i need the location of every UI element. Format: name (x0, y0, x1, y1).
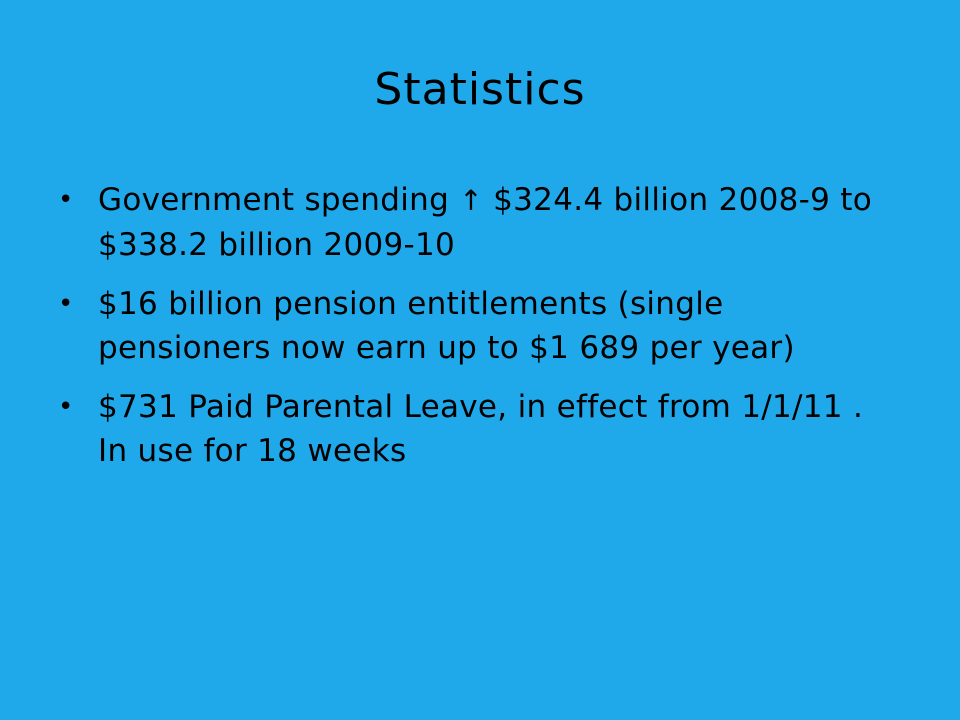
bullet-text-part: $324.4 billion 2008-9 to $338.2 billion 2009-10 (98, 182, 873, 263)
bullet-text: $731 Paid Parental Leave, in effect from 1/1/11 . In use for 18 weeks (98, 389, 864, 469)
bullet-list (58, 178, 878, 488)
bullet-item (58, 282, 878, 370)
up-arrow-icon: ↑ (459, 184, 483, 217)
slide-title: Statistics (374, 64, 586, 115)
bullet-icon: • (58, 289, 74, 319)
bullet-text-part: Government spending (98, 182, 460, 218)
bullet-text: $16 billion pension entitlements (single pensioners now earn up to $1 689 per year) (98, 286, 795, 366)
bullet-icon: • (58, 185, 74, 215)
bullet-item (58, 385, 878, 473)
bullet-item (58, 178, 878, 267)
bullet-icon: • (58, 392, 74, 422)
